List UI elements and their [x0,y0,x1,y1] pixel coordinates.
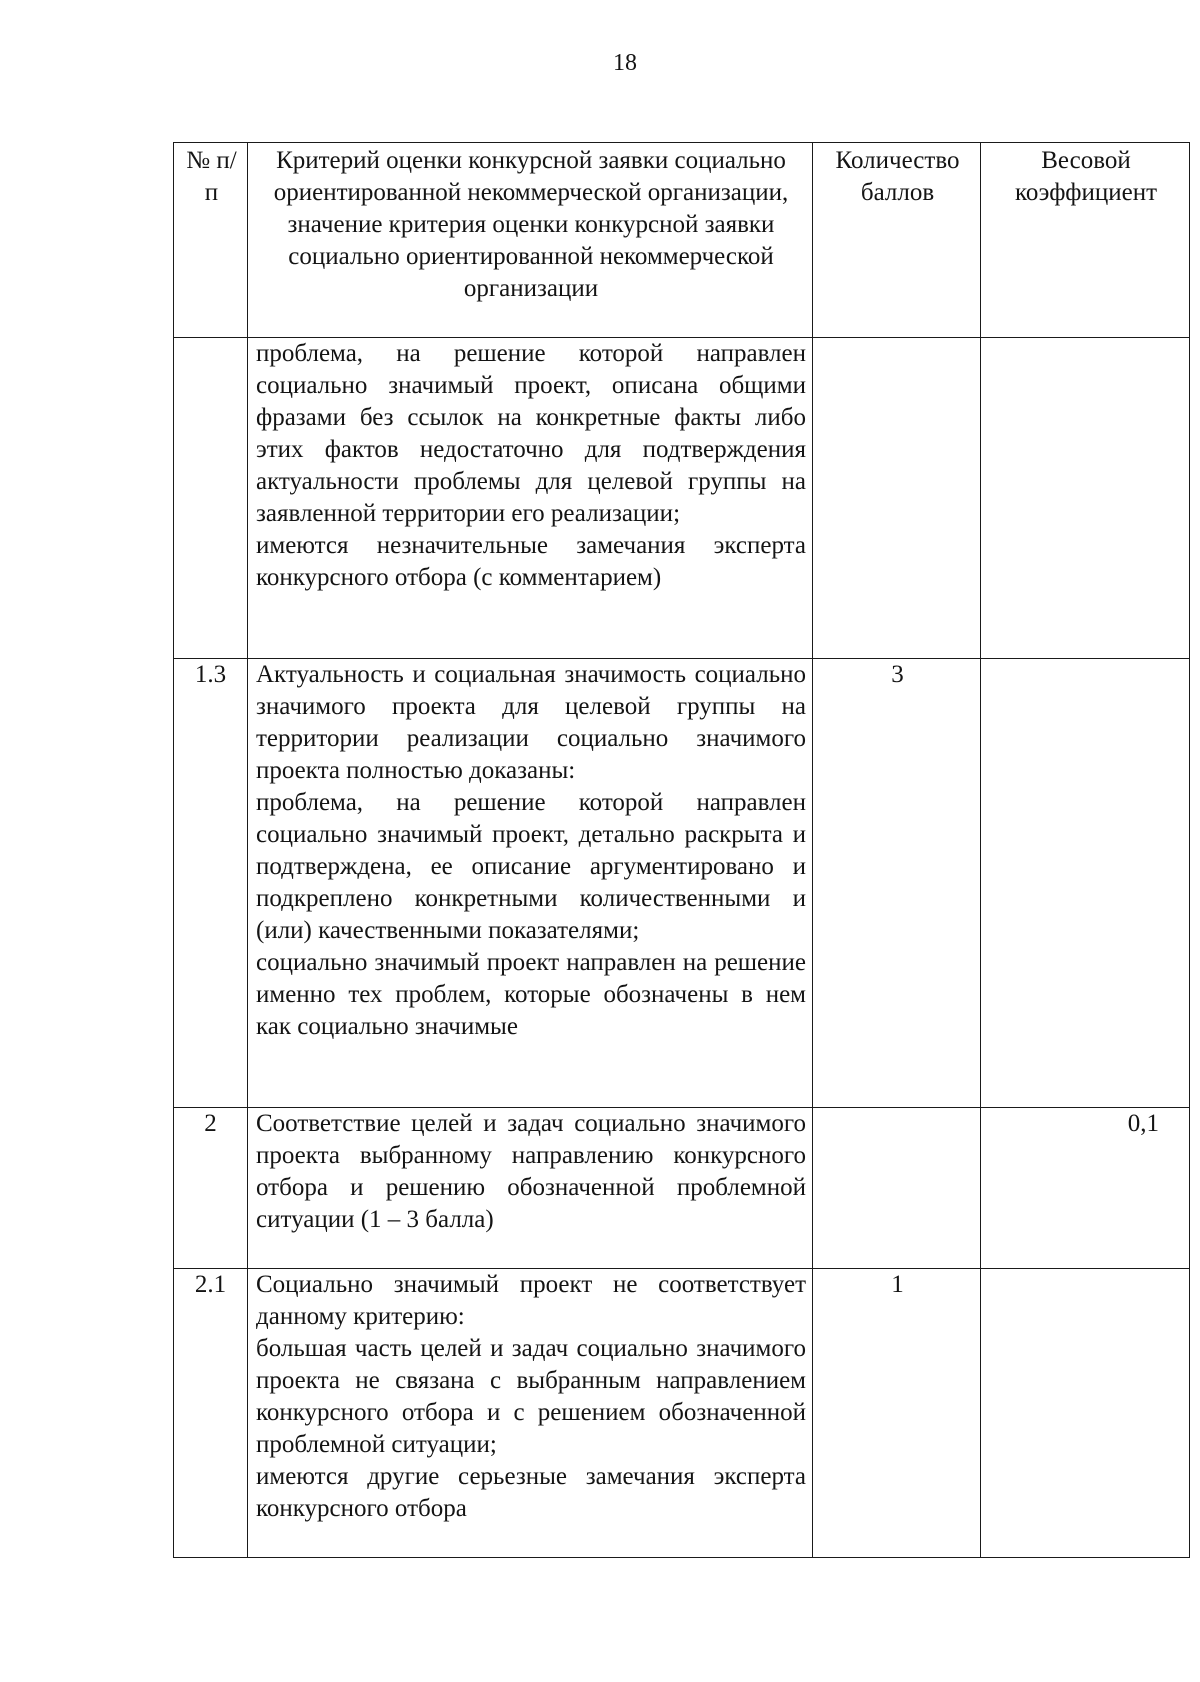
criterion-paragraph: имеются другие серьезные замечания эксперта конкурсного отбора [256,1463,806,1522]
table-row [174,338,1190,659]
criterion-paragraph: Актуальность и социальная значимость социально значимого проекта для целевой группы на территории реализации социально значимого проекта полностью доказаны: [256,661,806,784]
row-criterion [248,338,813,659]
criterion-paragraph: проблема, на решение которой направлен социально значимый проект, описана общими фразами без ссылок на конкретные факты либо этих фактов недостаточно для подтверждения актуальности проблемы для целевой группы на заявленной территории его реализации; [256,340,806,527]
header-num: № п/п [174,143,248,338]
header-points: Количество баллов [813,143,981,338]
table-row [174,1108,1190,1269]
table-header-row [174,143,1190,338]
header-criterion: Критерий оценки конкурсной заявки социально ориентированной некоммерческой организации, значение критерия оценки конкурсной заявки социально ориентированной некоммерческой организации [248,143,813,338]
row-weight: 0,1 [981,1108,1190,1269]
row-weight [981,659,1190,1108]
row-num: 2 [174,1108,248,1269]
criterion-paragraph: Социально значимый проект не соответствует данному критерию: [256,1271,806,1330]
criterion-paragraph: большая часть целей и задач социально значимого проекта не связана с выбранным направлением конкурсного отбора и с решением обозначенной проблемной ситуации; [256,1335,806,1458]
row-points [813,338,981,659]
row-points [813,1108,981,1269]
page-number: 18 [613,50,637,76]
row-num [174,338,248,659]
row-points: 3 [813,659,981,1108]
criterion-paragraph: Соответствие целей и задач социально значимого проекта выбранному направлению конкурсного отбора и решению обозначенной проблемной ситуации (1 – 3 балла) [256,1110,806,1233]
table-row [174,1269,1190,1558]
row-num: 1.3 [174,659,248,1108]
row-criterion [248,1269,813,1558]
row-weight [981,1269,1190,1558]
header-weight: Весовой коэффициент [981,143,1190,338]
criteria-table [173,142,1190,1558]
row-criterion [248,659,813,1108]
criterion-paragraph: проблема, на решение которой направлен социально значимый проект, детально раскрыта и подтверждена, ее описание аргументировано и подкреплено конкретными количественными и (или) качественными показателями; [256,789,806,944]
table-row [174,659,1190,1108]
row-weight [981,338,1190,659]
criterion-paragraph: имеются незначительные замечания эксперта конкурсного отбора (с комментарием) [256,532,806,591]
row-criterion [248,1108,813,1269]
row-num: 2.1 [174,1269,248,1558]
criterion-paragraph: социально значимый проект направлен на решение именно тех проблем, которые обозначены в нем как социально значимые [256,949,806,1040]
row-points: 1 [813,1269,981,1558]
